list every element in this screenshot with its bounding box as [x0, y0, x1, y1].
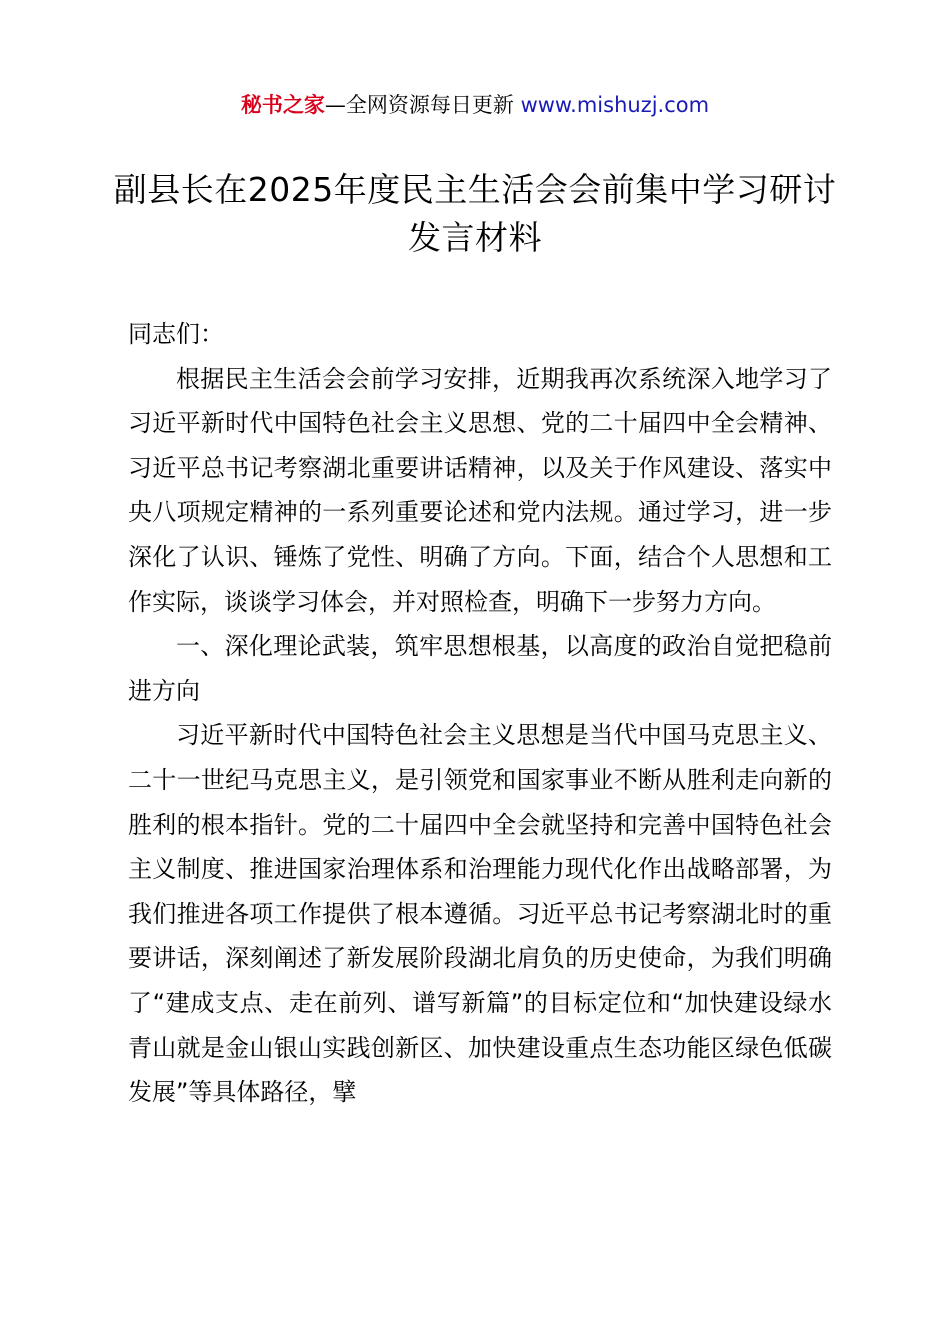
salutation: 同志们： [128, 320, 224, 348]
site-url-link[interactable]: www.mishuzj.com [520, 93, 710, 117]
paragraph-section-1: 习近平新时代中国特色社会主义思想是当代中国马克思主义、二十一世纪马克思主义，是引领党和国家事业不断从胜利走向新的胜利的根本指针。党的二十届四中全会就坚持和完善中国特色社会主义制度、推进国家治理体系和治理能力现代化作出战略部署，为我们推进各项工作提供了根本遵循。习近平总书记考察湖北时的重要讲话，深刻阐述了新发展阶段湖北肩负的历史使命，为我们明确了“建成支点、走在前列、谱写新篇”的目标定位和“加快建设绿水青山就是金山银山实践创新区、加快建设重点生态功能区绿色低碳发展”等具体路径，擘 [128, 721, 832, 1107]
site-brand: 秘书之家 [240, 93, 325, 117]
document-title: 副县长在2025年度民主生活会会前集中学习研讨发言材料 [113, 170, 837, 257]
paragraph-intro: 根据民主生活会会前学习安排，近期我再次系统深入地学习了习近平新时代中国特色社会主义思想、党的二十届四中全会精神、习近平总书记考察湖北重要讲话精神，以及关于作风建设、落实中央八项规定精神的一系列重要论述和党内法规。通过学习，进一步深化了认识、锤炼了党性、明确了方向。下面，结合个人思想和工作实际，谈谈学习体会，并对照检查，明确下一步努力方向。 [128, 364, 832, 616]
document-body [128, 312, 832, 1115]
site-tagline: —全网资源每日更新 [324, 93, 521, 117]
site-header [0, 90, 950, 120]
section-heading-1: 一、深化理论武装，筑牢思想根基，以高度的政治自觉把稳前进方向 [128, 632, 832, 705]
